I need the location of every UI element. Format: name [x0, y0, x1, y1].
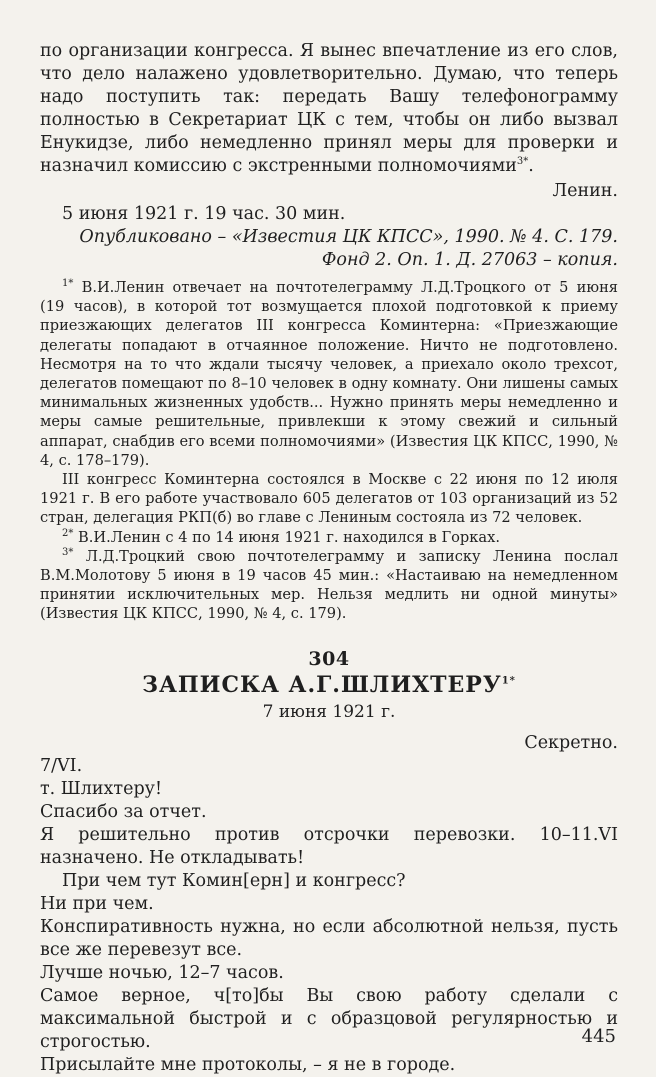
note-date: 7/VI.: [40, 755, 83, 776]
date-line: 5 июня 1921 г. 19 час. 30 мин.: [62, 204, 346, 224]
footnote-ref-3: 3*: [516, 156, 529, 168]
note-line: Спасибо за отчет.: [40, 801, 207, 822]
document-date: 7 июня 1921 г.: [262, 701, 396, 722]
footnote-3: $^{3*}$ Л.Д.Троцкий свою почтотелеграмму и записку Ленина послал В.М.Молотову 5 июня в 19 часов 45 мин.: «Настаиваю на немедленном принятии исключительных мер. Нельзя медлить ни одной минуты» (Известия ЦК КПСС, 1990, № 4, с. 179).: [40, 546, 619, 623]
document-number: 304: [308, 647, 350, 670]
title-footnote-ref: 1*: [501, 675, 516, 687]
continuation-paragraph: по организации конгресса. Я вынес впечатление из его слов, что дело налажено удовлетворительно. Думаю, что теперь надо поступить так: передать Вашу телефонограмму полностью в Секретариат ЦК с тем, чтобы он либо вызвал Енукидзе, либо немедленно принял меры для проверки и назначил комиссию с экстренными полномочиями$^{3*}$.: [40, 41, 618, 176]
classification-label: Секретно.: [524, 732, 618, 753]
footnote-2: $^{2*}$ В.И.Ленин с 4 по 14 июня 1921 г. находился в Горках.: [62, 527, 500, 546]
note-line: Я решительно против отсрочки перевозки. 10–11.VI назначено. Не откладывать!: [40, 824, 618, 868]
note-line: Конспиративность нужна, но если абсолютной нельзя, пусть все же перевезут все.: [40, 916, 618, 960]
document-title: ЗАПИСКА $А.Г.ШЛИХТЕРУ^{1*}$: [142, 671, 516, 698]
footnotes: [40, 278, 618, 624]
note-line: Самое верное, ч[то]бы Вы свою работу сделали с максимальной быстрой и с образцовой регулярностью и строгостью.: [40, 985, 618, 1052]
page-content: [40, 40, 618, 1077]
footnote-1-continuation: III конгресс Коминтерна состоялся в Москве с 22 июня по 12 июля 1921 г. В его работе участвовало 605 делегатов от 103 организаций из 52 стран, делегация РКП(б) во главе с Лениным состояла из 72 человек.: [40, 471, 618, 527]
footnote-1: $^{1*}$ В.И.Ленин отвечает на почтотелеграмму Л.Д.Троцкого от 5 июня (19 часов), в которой тот возмущается плохой подготовкой к приему приезжающих делегатов III конгресса Коминтерна: «Приезжающие делегаты попадают в отчаянное положение. Ничто не подготовлено. Несмотря на то что ждали тысячу человек, а приехало около трехсот, делегатов помещают по 8–10 человек в одну комнату. Они лишены самых минимальных жизненных удобств... Нужно принять меры немедленно и меры самые решительные, привлекши к этому свежий и сильный аппарат, снабдив его всеми полномочиями» (Известия ЦК КПСС, 1990, № 4, с. 178–179).: [40, 278, 619, 469]
note-line: Лучше ночью, 12–7 часов.: [40, 962, 284, 983]
signature: Ленин.: [552, 181, 618, 201]
note-line: При чем тут Комин[ерн] и конгресс?: [62, 870, 406, 891]
note-addressee: т. Шлихтеру!: [40, 778, 162, 799]
archive-reference: Фонд 2. Оп. 1. Д. 27063 – копия.: [321, 250, 618, 270]
note-line: Ни при чем.: [40, 893, 154, 914]
note-line: Присылайте мне протоколы, – я не в городе.: [40, 1054, 456, 1075]
page-number: 445: [581, 1026, 616, 1047]
publication-note: Опубликовано – «Известия ЦК КПСС», 1990. № 4. С. 179.: [79, 227, 618, 247]
